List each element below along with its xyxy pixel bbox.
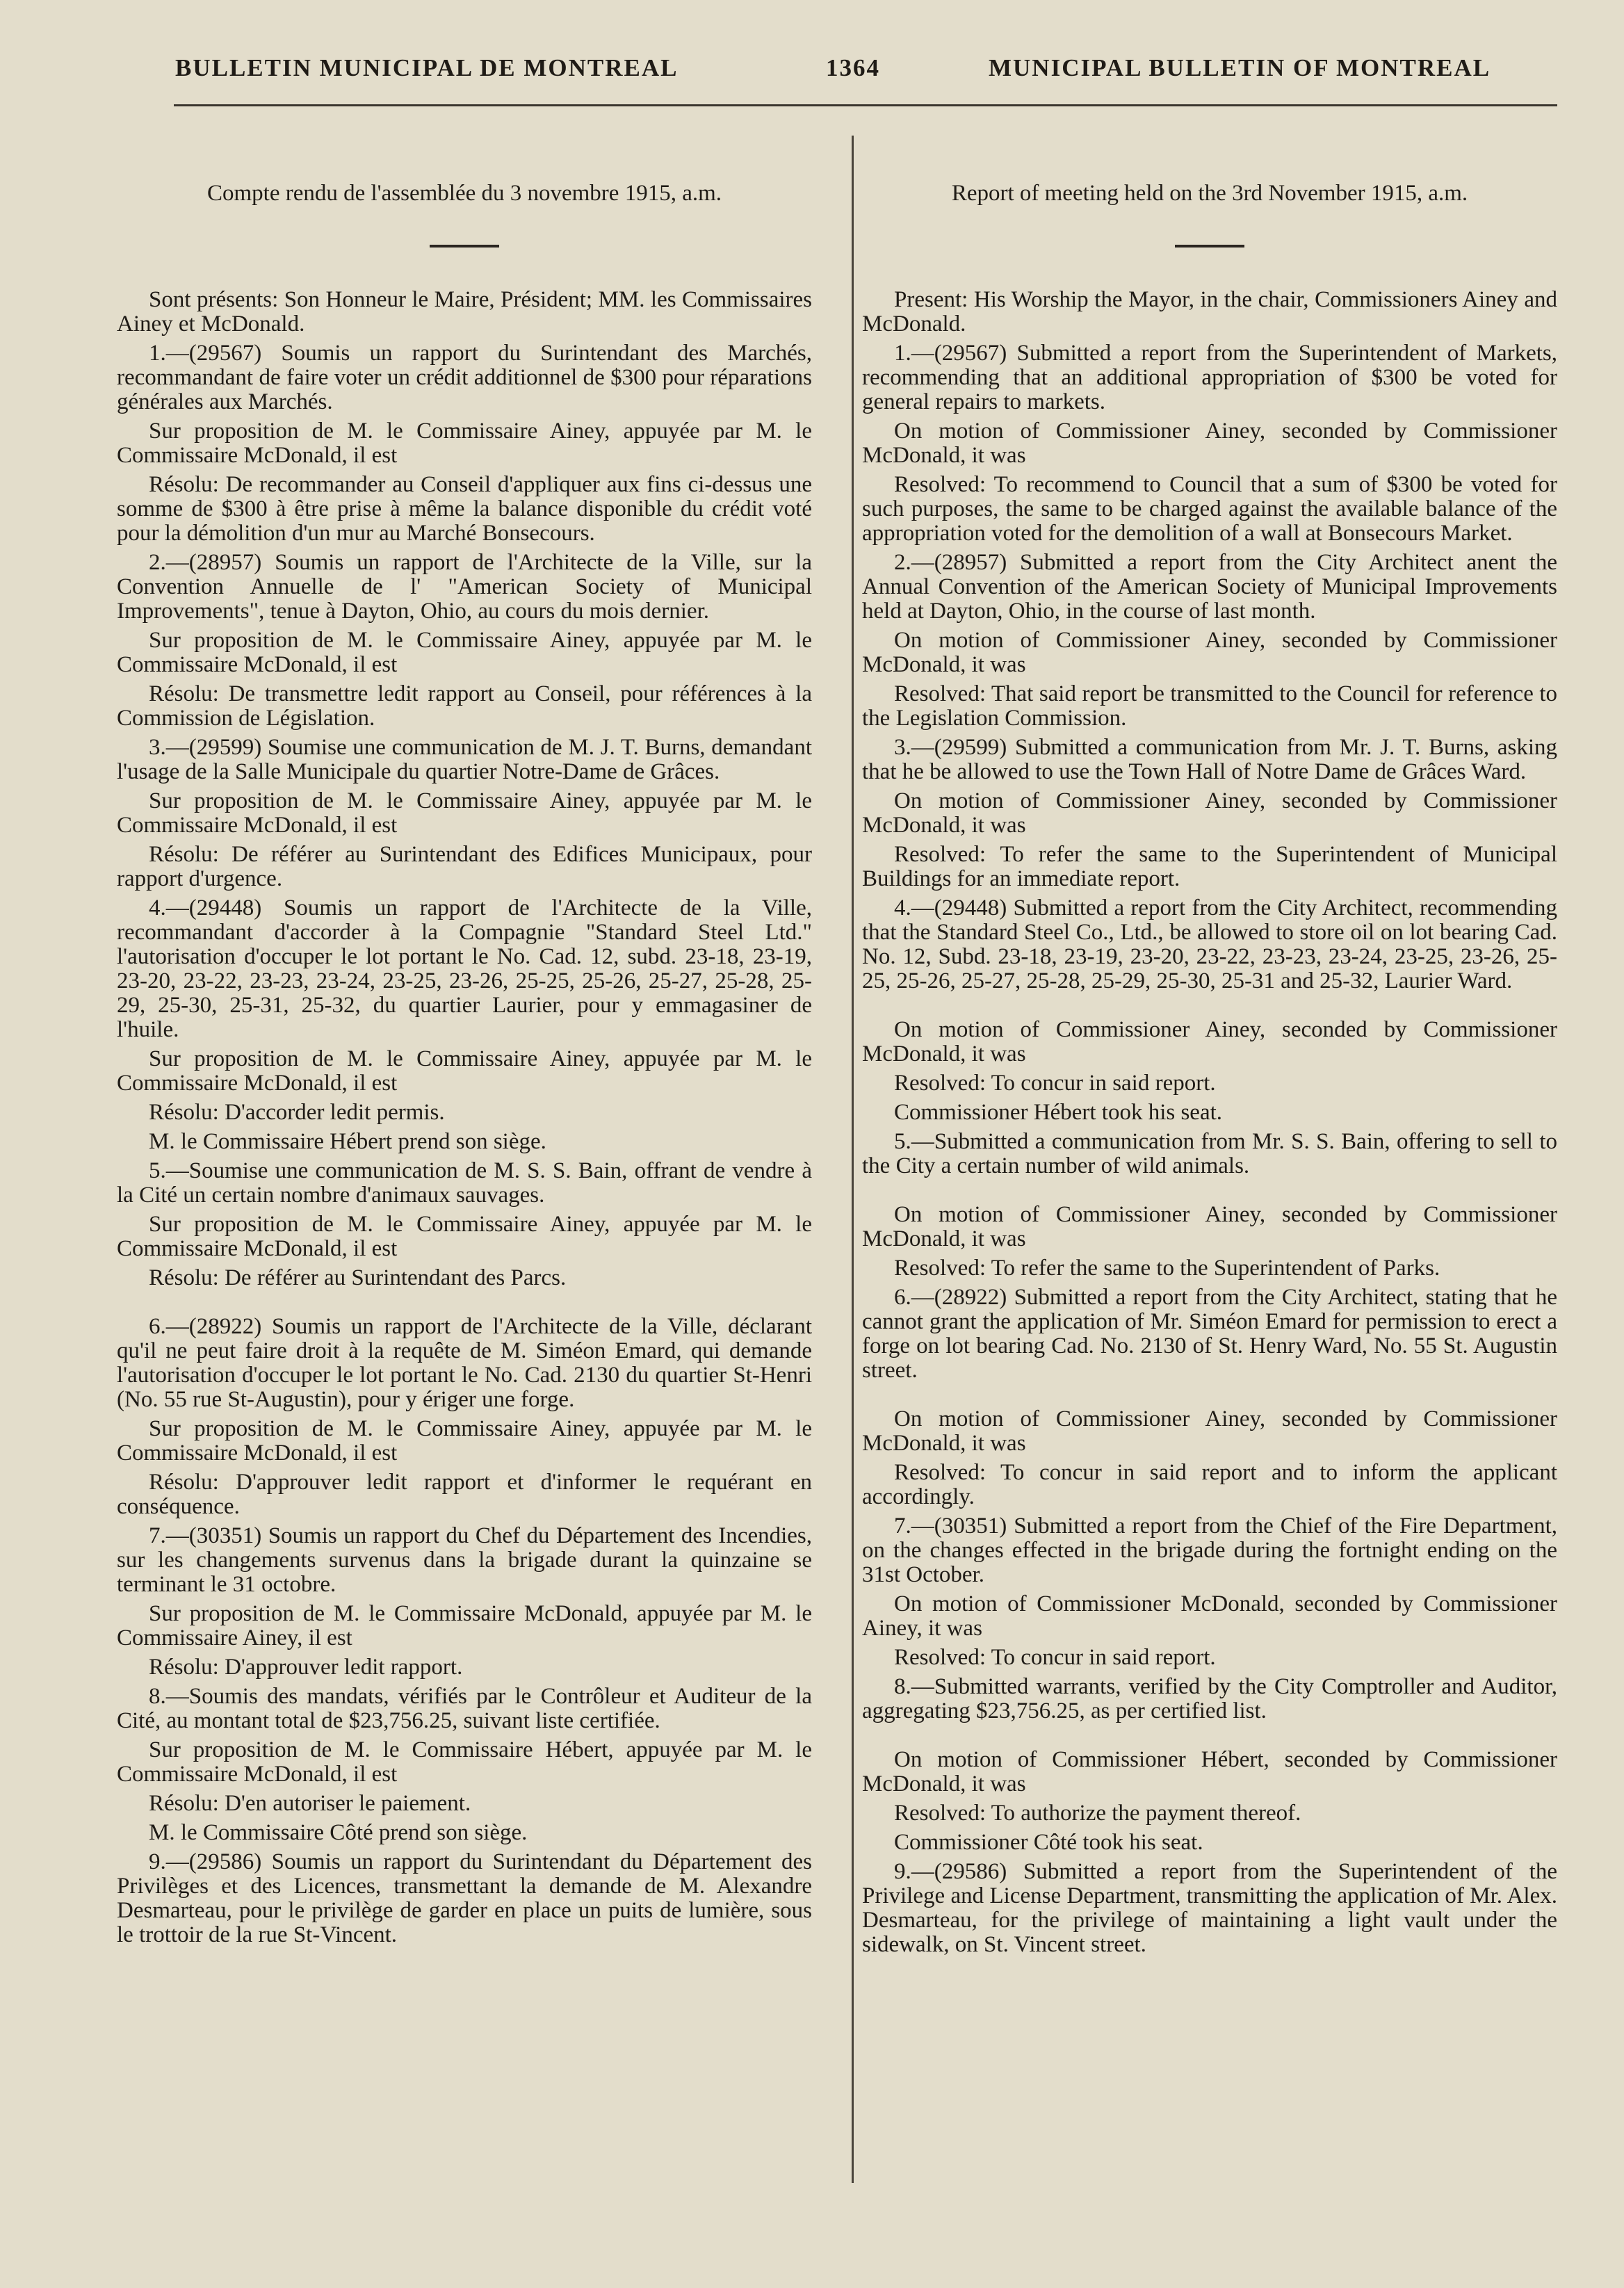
en-paragraph: On motion of Commissioner McDonald, seconded by Commissioner Ainey, it was	[862, 1591, 1557, 1641]
fr-paragraph: Résolu: De référer au Surintendant des Parcs.	[149, 1265, 567, 1290]
fr-paragraph: 6.—(28922) Soumis un rapport de l'Architecte de la Ville, déclarant qu'il ne peut faire droit à la requête de M. Siméon Emard, qui demande l'autorisation d'occuper le lot portant le No. Cad. 2130 du quartier St-Henri (No. 55 rue St-Augustin), pour y ériger une forge.	[117, 1314, 812, 1412]
fr-paragraph: 7.—(30351) Soumis un rapport du Chef du Département des Incendies, sur les changements survenus dans la brigade durant la quinzaine se terminant le 31 octobre.	[117, 1523, 812, 1597]
french-title-rule	[430, 245, 499, 248]
fr-paragraph: Résolu: De transmettre ledit rapport au Conseil, pour références à la Commission de Législation.	[117, 681, 812, 731]
fr-paragraph: 4.—(29448) Soumis un rapport de l'Architecte de la Ville, recommandant d'accorder à la Compagnie "Standard Steel Ltd." l'autorisation d'occuper le lot portant le No. Cad. 12, subd. 23-18, 23-19, 23-20, 23-22, 23-23, 23-24, 23-25, 23-26, 25-25, 25-26, 25-27, 25-28, 25-29, 25-30, 25-31, 25-32, du quartier Laurier, pour y emmagasiner de l'huile.	[117, 895, 812, 1042]
fr-paragraph: Sur proposition de M. le Commissaire Hébert, appuyée par M. le Commissaire McDonald, il est	[117, 1737, 812, 1787]
en-paragraph: On motion of Commissioner Ainey, seconded by Commissioner McDonald, it was	[862, 1202, 1557, 1251]
fr-paragraph: Résolu: D'approuver ledit rapport et d'informer le requérant en conséquence.	[117, 1470, 812, 1519]
header-right-title: MUNICIPAL BULLETIN OF MONTREAL	[989, 54, 1491, 81]
fr-paragraph: Sur proposition de M. le Commissaire Ainey, appuyée par M. le Commissaire McDonald, il est	[117, 1212, 812, 1261]
en-paragraph: 8.—Submitted warrants, verified by the City Comptroller and Auditor, aggregating $23,756.25, as per certified list.	[862, 1674, 1557, 1723]
en-paragraph: Resolved: To refer the same to the Superintendent of Parks.	[894, 1256, 1440, 1281]
french-title: Compte rendu de l'assemblée du 3 novembre 1915, a.m.	[206, 181, 722, 206]
en-paragraph: 4.—(29448) Submitted a report from the City Architect, recommending that the Standard Steel Co., Ltd., be allowed to store oil on lot bearing Cad. No. 12, Subd. 23-18, 23-19, 23-20, 23-22, 23-23, 23-24, 23-25, 23-26, 25-25, 25-26, 25-27, 25-28, 25-29, 25-30, 25-31 and 25-32, Laurier Ward.	[862, 895, 1557, 993]
fr-paragraph: Sur proposition de M. le Commissaire Ainey, appuyée par M. le Commissaire McDonald, il est	[117, 419, 812, 468]
en-paragraph: 1.—(29567) Submitted a report from the Superintendent of Markets, recommending that an additional appropriation of $300 be voted for general repairs to markets.	[862, 341, 1557, 414]
en-paragraph: 9.—(29586) Submitted a report from the Superintendent of the Privilege and License Department, transmitting the application of Mr. Alex. Desmarteau, for the privilege of maintaining a light vault under the sidewalk, on St. Vincent street.	[862, 1859, 1557, 1957]
fr-paragraph: Résolu: D'accorder ledit permis.	[149, 1100, 445, 1125]
fr-paragraph: 8.—Soumis des mandats, vérifiés par le Contrôleur et Auditeur de la Cité, au montant total de $23,756.25, suivant liste certifiée.	[117, 1684, 812, 1733]
en-paragraph: On motion of Commissioner Ainey, seconded by Commissioner McDonald, it was	[862, 628, 1557, 677]
fr-paragraph: Sur proposition de M. le Commissaire Ainey, appuyée par M. le Commissaire McDonald, il est	[117, 1046, 812, 1096]
en-paragraph: Resolved: To refer the same to the Superintendent of Municipal Buildings for an immediate report.	[862, 842, 1557, 891]
en-paragraph: On motion of Commissioner Ainey, seconded by Commissioner McDonald, it was	[862, 1017, 1557, 1066]
en-paragraph: Commissioner Côté took his seat.	[894, 1830, 1203, 1855]
column-divider	[852, 136, 854, 2183]
fr-paragraph: Sont présents: Son Honneur le Maire, Président; MM. les Commissaires Ainey et McDonald.	[117, 287, 812, 336]
fr-paragraph: 2.—(28957) Soumis un rapport de l'Architecte de la Ville, sur la Convention Annuelle de l' "American Society of Municipal Improvements", tenue à Dayton, Ohio, au cours du mois dernier.	[117, 550, 812, 624]
fr-paragraph: 1.—(29567) Soumis un rapport du Surintendant des Marchés, recommandant de faire voter un crédit additionnel de $300 pour réparations générales aux Marchés.	[117, 341, 812, 414]
fr-paragraph: M. le Commissaire Côté prend son siège.	[149, 1820, 528, 1845]
en-paragraph: 2.—(28957) Submitted a report from the City Architect anent the Annual Convention of the American Society of Municipal Improvements held at Dayton, Ohio, in the course of last month.	[862, 550, 1557, 624]
fr-paragraph: Résolu: D'en autoriser le paiement.	[149, 1791, 471, 1816]
fr-paragraph: Résolu: D'approuver ledit rapport.	[149, 1655, 463, 1680]
page-number: 1364	[826, 54, 880, 81]
en-paragraph: On motion of Commissioner Hébert, seconded by Commissioner McDonald, it was	[862, 1747, 1557, 1796]
header-rule	[174, 104, 1557, 106]
en-paragraph: On motion of Commissioner Ainey, seconded by Commissioner McDonald, it was	[862, 1406, 1557, 1456]
fr-paragraph: Sur proposition de M. le Commissaire Ainey, appuyée par M. le Commissaire McDonald, il est	[117, 628, 812, 677]
english-title-rule	[1175, 245, 1244, 248]
en-paragraph: Present: His Worship the Mayor, in the chair, Commissioners Ainey and McDonald.	[862, 287, 1557, 336]
fr-paragraph: Résolu: De recommander au Conseil d'appliquer aux fins ci-dessus une somme de $300 à être prise à même la balance disponible du crédit voté pour la démolition d'un mur au Marché Bonsecours.	[117, 472, 812, 546]
en-paragraph: Resolved: To recommend to Council that a sum of $300 be voted for such purposes, the same to be charged against the available balance of the appropriation voted for the demolition of a wall at Bonsecours Market.	[862, 472, 1557, 546]
en-paragraph: 6.—(28922) Submitted a report from the City Architect, stating that he cannot grant the application of Mr. Siméon Emard for permission to erect a forge on lot bearing Cad. No. 2130 of St. Henry Ward, No. 55 St. Augustin street.	[862, 1285, 1557, 1383]
english-column	[862, 174, 1557, 1962]
en-paragraph: Resolved: To concur in said report and to inform the applicant accordingly.	[862, 1460, 1557, 1509]
fr-paragraph: Sur proposition de M. le Commissaire McDonald, appuyée par M. le Commissaire Ainey, il est	[117, 1601, 812, 1650]
french-column	[117, 174, 812, 1952]
fr-paragraph: Résolu: De référer au Surintendant des Edifices Municipaux, pour rapport d'urgence.	[117, 842, 812, 891]
en-paragraph: On motion of Commissioner Ainey, seconded by Commissioner McDonald, it was	[862, 788, 1557, 838]
fr-paragraph: 5.—Soumise une communication de M. S. S. Bain, offrant de vendre à la Cité un certain nombre d'animaux sauvages.	[117, 1158, 812, 1208]
en-paragraph: Resolved: To concur in said report.	[894, 1645, 1216, 1670]
en-paragraph: Resolved: That said report be transmitted to the Council for reference to the Legislation Commission.	[862, 681, 1557, 731]
english-title: Report of meeting held on the 3rd November 1915, a.m.	[951, 181, 1468, 206]
en-paragraph: 3.—(29599) Submitted a communication from Mr. J. T. Burns, asking that he be allowed to use the Town Hall of Notre Dame de Grâces Ward.	[862, 735, 1557, 784]
fr-paragraph: 3.—(29599) Soumise une communication de M. J. T. Burns, demandant l'usage de la Salle Municipale du quartier Notre-Dame de Grâces.	[117, 735, 812, 784]
en-paragraph: 5.—Submitted a communication from Mr. S. S. Bain, offering to sell to the City a certain number of wild animals.	[862, 1129, 1557, 1178]
en-paragraph: On motion of Commissioner Ainey, seconded by Commissioner McDonald, it was	[862, 419, 1557, 468]
header-left-title: BULLETIN MUNICIPAL DE MONTREAL	[175, 54, 679, 81]
en-paragraph: Resolved: To concur in said report.	[894, 1071, 1216, 1096]
fr-paragraph: M. le Commissaire Hébert prend son siège.	[149, 1129, 546, 1154]
en-paragraph: Resolved: To authorize the payment thereof.	[894, 1801, 1301, 1826]
fr-paragraph: Sur proposition de M. le Commissaire Ainey, appuyée par M. le Commissaire McDonald, il est	[117, 788, 812, 838]
fr-paragraph: Sur proposition de M. le Commissaire Ainey, appuyée par M. le Commissaire McDonald, il est	[117, 1416, 812, 1466]
en-paragraph: 7.—(30351) Submitted a report from the Chief of the Fire Department, on the changes effected in the brigade during the fortnight ending on the 31st October.	[862, 1514, 1557, 1587]
en-paragraph: Commissioner Hébert took his seat.	[894, 1100, 1223, 1125]
fr-paragraph: 9.—(29586) Soumis un rapport du Surintendant du Département des Privilèges et des Licences, transmettant la demande de M. Alexandre Desmarteau, pour le privilège de garder en place un puits de lumière, sous le trottoir de la rue St-Vincent.	[117, 1849, 812, 1947]
